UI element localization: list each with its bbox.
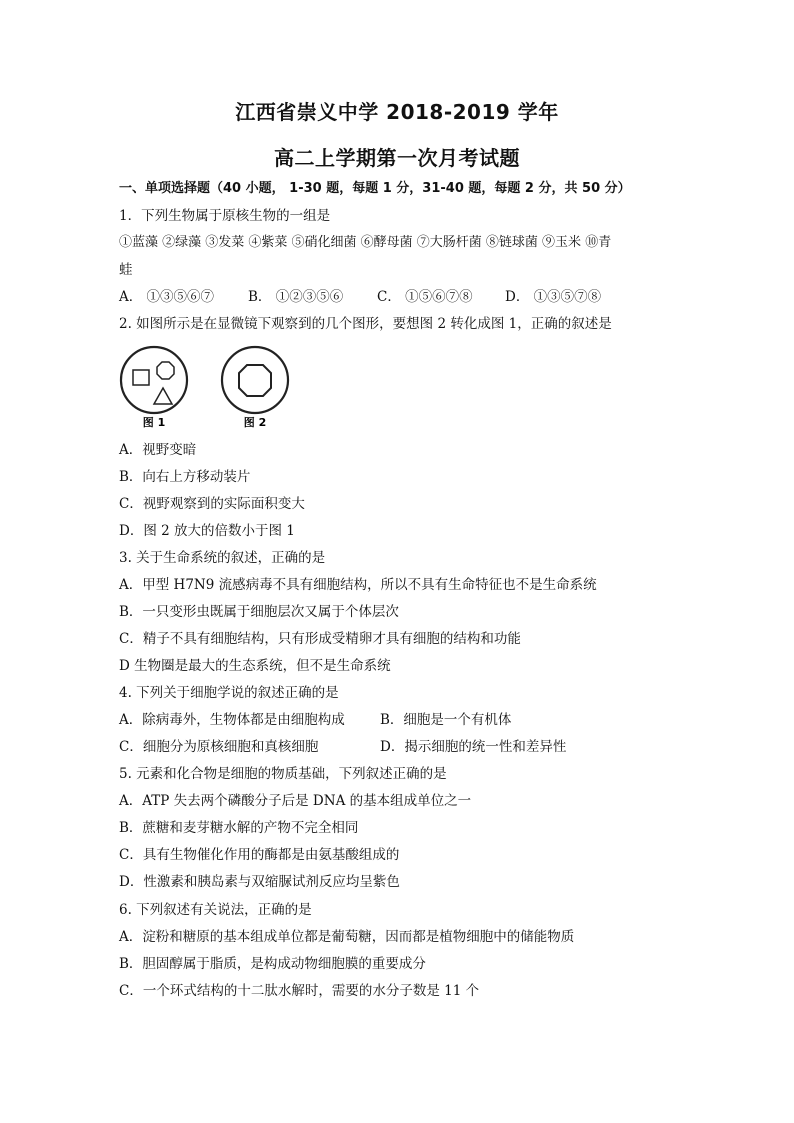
q1-option-a: A． ①③⑤⑥⑦ — [119, 289, 215, 305]
q1-list-line1: ①蓝藻 ②绿藻 ③发菜 ④紫菜 ⑤硝化细菌 ⑥酵母菌 ⑦大肠杆菌 ⑧链球菌 ⑨玉米 ⑩青 — [119, 235, 612, 250]
fig1-octagon — [157, 362, 174, 379]
q3-option-a: A．甲型 H7N9 流感病毒不具有细胞结构，所以不具有生命特征也不是生命系统 — [119, 577, 597, 593]
q4-option-b: B．细胞是一个有机体 — [380, 712, 512, 728]
q3-stem: 3. 关于生命系统的叙述，正确的是 — [119, 550, 326, 566]
q4-option-d: D．揭示细胞的统一性和差异性 — [380, 739, 567, 755]
q6-option-b: B．胆固醇属于脂质，是构成动物细胞膜的重要成分 — [119, 956, 426, 972]
q3-option-d: D 生物圈是最大的生态系统，但不是生命系统 — [119, 658, 391, 674]
exam-title-line2: 高二上学期第一次月考试题 — [274, 146, 520, 170]
section-heading: 一、单项选择题（40 小题， 1-30 题，每题 1 分，31-40 题，每题 2 分，共 50 分） — [119, 181, 631, 196]
q2-option-d: D．图 2 放大的倍数小于图 1 — [119, 523, 295, 539]
q4-option-a: A．除病毒外，生物体都是由细胞构成 — [119, 712, 345, 728]
q1-stem: 1．下列生物属于原核生物的一组是 — [119, 208, 331, 224]
fig1-triangle — [154, 388, 172, 404]
q2-stem: 2. 如图所示是在显微镜下观察到的几个图形，要想图 2 转化成图 1，正确的叙述是 — [119, 316, 612, 332]
fig1-label: 图 1 — [142, 416, 166, 429]
q5-option-c: C．具有生物催化作用的酶都是由氨基酸组成的 — [119, 847, 400, 863]
q2-option-c: C．视野观察到的实际面积变大 — [119, 496, 305, 512]
q2-option-a: A．视野变暗 — [119, 442, 197, 458]
q5-stem: 5. 元素和化合物是细胞的物质基础，下列叙述正确的是 — [119, 766, 447, 782]
fig2-octagon — [239, 365, 271, 396]
q3-option-c: C．精子不具有细胞结构，只有形成受精卵才具有细胞的结构和功能 — [119, 631, 521, 647]
fig2-field-circle — [222, 347, 288, 413]
q1-option-b: B． ①②③⑤⑥ — [248, 289, 344, 305]
microscope-figure — [118, 340, 298, 432]
q1-list-line2: 蛙 — [119, 262, 133, 278]
q3-option-b: B．一只变形虫既属于细胞层次又属于个体层次 — [119, 604, 399, 620]
q5-option-a: A．ATP 失去两个磷酸分子后是 DNA 的基本组成单位之一 — [119, 793, 472, 809]
fig1-square — [133, 370, 149, 385]
q6-option-a: A．淀粉和糖原的基本组成单位都是葡萄糖，因而都是植物细胞中的储能物质 — [119, 929, 575, 945]
q4-stem: 4. 下列关于细胞学说的叙述正确的是 — [119, 685, 339, 701]
q6-stem: 6. 下列叙述有关说法，正确的是 — [119, 902, 312, 918]
figure-2 — [222, 347, 288, 429]
q1-option-c: C． ①⑤⑥⑦⑧ — [377, 289, 473, 305]
q6-option-c: C．一个环式结构的十二肽水解时，需要的水分子数是 11 个 — [119, 983, 480, 999]
q1-option-d: D． ①③⑤⑦⑧ — [505, 289, 602, 305]
q4-option-c: C．细胞分为原核细胞和真核细胞 — [119, 739, 319, 755]
exam-title-line1: 江西省崇义中学 2018-2019 学年 — [235, 100, 559, 124]
q5-option-d: D．性激素和胰岛素与双缩脲试剂反应均呈紫色 — [119, 874, 400, 890]
q5-option-b: B．蔗糖和麦芽糖水解的产物不完全相同 — [119, 820, 359, 836]
fig2-label: 图 2 — [243, 416, 267, 429]
q2-option-b: B．向右上方移动装片 — [119, 469, 251, 485]
figure-1 — [121, 347, 187, 429]
